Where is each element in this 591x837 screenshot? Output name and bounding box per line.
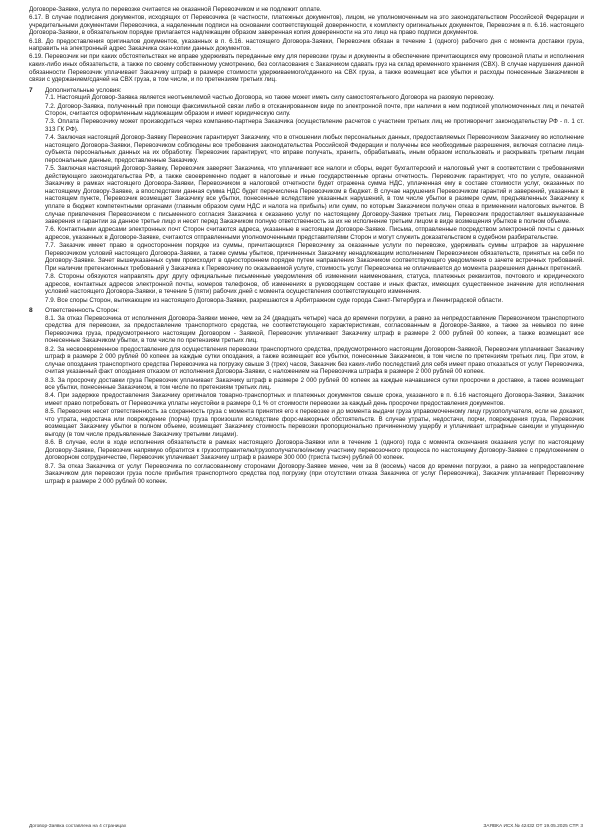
clause: 7.3. Оплата Перевозчику может производиться через компанию-партнера Заказчика (осуществление расчетов с участием третьих лиц не противоречит законодательству РФ - п. 1 ст. 313 ГК РФ).: [45, 118, 584, 133]
intro-block: [29, 6, 584, 84]
clause: 8.7. За отказ Заказчика от услуг Перевозчика по согласованному сторонами Договору-Заявке менее, чем за 8 (восемь) часов до времени погрузки, а равно за непредоставление Заказчиком для перевозки груза после прибытия транспортного средства под погрузку (при отсутствии отказа Заказчика от услуг Перевозчика), Заказчик уплачивает Перевозчику штраф в размере 2 000 рублей 00 копеек.: [45, 462, 584, 485]
clause: 8.2. За несвоевременное предоставление для осуществления перевозки транспортного средства, предусмотренного настоящим Договором-Заявкой, Перевозчик уплачивает Заказчику штраф в размере 2 000 рублей 00 копеек за каждые сутки опоздания, а также возмещает все убытки, понесенные Заказчиком, в том числе по претензиям третьих лиц. При этом, в случае опоздания транспортного средства Перевозчика на погрузку свыше 3 (трех) часов, Заказчик без каких-либо последствий для себя имеет право отказаться от услуг Перевозчика, считая указанный факт опоздания отказом от исполнения Договора-Заявки, с наложением на Перевозчика штрафа в размере 2 000 рублей 00 копеек.: [45, 345, 584, 376]
section-number: 8: [29, 307, 33, 315]
section-body: [45, 315, 584, 486]
clause: 8.1. За отказ Перевозчика от исполнения Договора-Заявки менее, чем за 24 (двадцать четыре) часа до времени погрузки, а равно за непредоставление Перевозчиком транспортного средства для перевозки, за предоставление транспортного средства, не соответствующего характеристикам, согласованным в Договоре-Заявке, а также за невывоз по вине Перевозчика груза, предусмотренного настоящим Договором - Заявкой, Перевозчик уплачивает Заказчику штраф в размере 2 000 рублей 00 копеек, а также возмещает все понесенные Заказчиком убытки, в том числе по претензиям третьих лиц.: [45, 314, 584, 345]
clause: 7.4. Заключая настоящий Договор-Заявку Перевозчик гарантирует Заказчику, что в отношении любых персональных данных, предоставляемых Перевозчиком Заказчику во исполнение настоящего Договора-Заявки, Перевозчиком соблюдены все требования законодательства Российской Федерации и получены все необходимые разрешения, включая согласие лица-субъекта персональных данных на их обработку. Перевозчик гарантирует, что вправе получать, хранить, обрабатывать, иным образом использовать и раскрывать третьим лицам персональные данные, предоставленные Заказчику.: [45, 134, 584, 164]
section-body: [45, 94, 584, 304]
section-8: [29, 307, 584, 485]
clause: 7.8. Стороны обязуются направлять друг другу официальные письменные уведомления об изменении наименования, статуса, платежных реквизитов, почтового и юридического адресов, контактных адресов электронной почты, номеров телефонов, об изменениях в руководящем составе и иных фактах, имеющих существенное значение для исполнения условий настоящего Договора-Заявки, в течение 5 (пяти) рабочих дней с момента осуществления соответствующего изменения.: [45, 273, 584, 296]
clause: 7.2. Договор-Заявка, полученный при помощи факсимильной связи либо в отсканированном виде по электронной почте, при наличии в нем подписей уполномоченных лиц и печатей Сторон, считается оформленным надлежащим образом и имеет юридическую силу.: [45, 102, 584, 118]
section-title: Ответственность Сторон:: [45, 307, 120, 315]
clause: 7.6. Контактными адресами электронных почт Сторон считаются адреса, указанные в настоящем Договоре-Заявке. Письма, отправленные посредством электронной почты с данных адресов, указанных в Договоре-Заявке, считаются отправленными уполномоченными представителями Сторон и могут служить доказательством в судебном разбирательстве.: [45, 226, 584, 241]
footer-document-reference: ЗАЯВКА ИСХ.№ 42432 ОТ 19.05.2025 СТР. 3: [483, 824, 583, 829]
clause: 7.9. Все споры Сторон, вытекающие из настоящего Договора-Заявки, разрешаются в Арбитражном суде города Санкт-Петербурга и Ленинградской области.: [45, 296, 504, 304]
clause: 7.5. Заключая настоящий Договор-Заявку, Перевозчик заверяет Заказчика, что уплачивает все налоги и сборы, ведет бухгалтерский и налоговый учет в соответствии с требованиями действующего законодательства РФ, а также своевременно подает в налоговые и иные государственные органы отчетность. Перевозчик гарантирует, что по услуге, оказанной Заказчику в рамках настоящего Договора-Заявки, Перевозчиком в налоговой отчетности будет отражена сумма НДС, уплаченная ему в составе стоимости услуг, оказанных по настоящему Договору-Заявке, а впоследствии данная сумма НДС будет перечислена Перевозчиком в бюджет. В случае нарушения Перевозчиком гарантий и заверений, указанных в настоящем пункте, Перевозчик возмещает Заказчику все убытки, понесенные вследствие указанных нарушений, в том числе убытки в размере сумм, предъявленных Заказчику к уплате в бюджет компетентными органами (главным образом сумм НДС и налога на прибыль) или сумм, по которым Заказчиком получен отказ в применении налоговых вычетов. В случае привлечения Перевозчиком с письменного согласия Заказчика к оказанию услуг по настоящему Договору-Заявке третьих лиц, Перевозчик предоставляет вышеуказанные заверения и гарантии за данное третье лицо и несет перед Заказчиком полную ответственность за их не исполнение третьим лицом в виде возмещения убытков в полном объеме.: [45, 165, 584, 226]
paragraph: 6.17. В случае подписания документов, исходящих от Перевозчика (в частности, платежных документов), лицом, не уполномоченным на это законодательством Российской Федерации и учредительными документами Перевозчика, а наделенным подписи на основании соответствующей доверенности, к комплекту оригинальных документов, Перевозчик в п. 6.16. настоящего Договора-Заявки, в обязательном порядке прилагается надлежащим образом заверенная копия доверенности на это лицо на право подписи документов.: [29, 14, 584, 37]
paragraph: 6.18. До предоставления оригиналов документов, указанных в п. 6.16. настоящего Договора-Заявки, Перевозчик обязан в течение 1 (одного) рабочего дня с момента доставки груза, направить на электронный адрес Заказчика скан-копии данных документов.: [29, 37, 584, 53]
clause: 7.1. Настоящий Договор-Заявка является неотъемлемой частью Договора, но также может иметь силу самостоятельного Договора на разовую перевозку.: [45, 94, 495, 102]
clause: 8.4. При задержке предоставления Заказчику оригиналов товарно-транспортных и платежных документов свыше срока, указанного в п. 6.16 настоящего Договора-Заявки, Заказчик имеет право потребовать от Перевозчика уплаты неустойки в размере 0,1 % от стоимости перевозки за каждый день просрочки предоставления документов.: [45, 392, 584, 407]
sections-block: [29, 87, 584, 486]
clause: 8.3. За просрочку доставки груза Перевозчик уплачивает Заказчику штраф в размере 2 000 рублей 00 копеек за каждые начавшиеся сутки просрочки в доставке, а также возмещает все убытки, понесенные Заказчиком, в том числе по претензиям третьих лиц.: [45, 376, 584, 392]
footer-page-count: Договор-Заявка составлена на 4 страницах: [29, 824, 127, 829]
clause: 8.6. В случае, если в ходе исполнения обязательств в рамках настоящего Договора-Заявки или в течение 1 (одного) года с момента окончания оказания услуг по настоящему Договору-Заявке, Перевозчик напрямую обратится к грузоотправителю/грузополучателю/иному участнику перевозочного процесса по настоящему Договору-Заявке с предложением о договорном сотрудничестве, Перевозчик уплачивает Заказчику штраф в размере 300 000 (триста тысяч) рублей 00 копеек.: [45, 439, 584, 462]
section-title: Дополнительные условия:: [45, 86, 122, 94]
section-7: [29, 87, 584, 304]
clause: 7.7. Заказчик имеет право в одностороннем порядке из суммы, причитающихся Перевозчику за оказанные услуги по перевозке, удерживать суммы штрафов за нарушение Перевозчиком условий настоящего Договора-Заявки, а также суммы убытков, причиненных Заказчику ненадлежащим исполнением Перевозчиком обязательств, принятых на себя по Договору-Заявке. Зачет вышеуказанных сумм происходит в одностороннем порядке путем направления Заказчиком соответствующего уведомления о зачете встречных требований. При наличии претензионных требований у Заказчика к Перевозчику по оказываемой услуге, стоимость услуг Перевозчика не оплачивается до момента разрешения данных претензий.: [45, 242, 584, 272]
paragraph: Договоре-Заявке, услуга по перевозке считается не оказанной Перевозчиком и не подлежит оплате.: [29, 6, 322, 13]
document-content: [29, 6, 584, 486]
paragraph: 6.19. Перевозчик ни при каких обстоятельствах не вправе удерживать переданные ему для перевозки грузы и документы в обеспечение причитающихся ему провозной платы и исполнения каких-либо иных обязательств, а также по своему собственному усмотрению, без согласования с Заказчиком сдавать груз на склад временного хранения (СВХ). В случае нарушения данной обязанности Перевозчик уплачивает Заказчику штраф в размере стоимости удерживаемого/сданного на СВХ груза, а также возмещает все убытки и расходы понесенные Заказчиком в связи с удержанием/сдачей на СВХ груза, в том числе, и по претензиям третьих лиц.: [29, 53, 584, 84]
section-number: 7: [29, 86, 33, 94]
clause: 8.5. Перевозчик несет ответственность за сохранность груза с момента принятия его к перевозке и до момента выдачи груза управомоченному лицу грузополучателя, если не докажет, что утрата, недостача или повреждение (порча) груза произошли вследствие форс-мажорных обстоятельств. В случае утраты, недостачи, порчи, повреждения груза, Перевозчик возмещает Заказчику убытки в полном объеме, возмещает Заказчику стоимость перевозки пропорционально причиненному ущербу и уплачивает штрафные санкции и упущенную выгоду (в том числе предъявленные Заказчику третьими лицами).: [45, 408, 584, 438]
